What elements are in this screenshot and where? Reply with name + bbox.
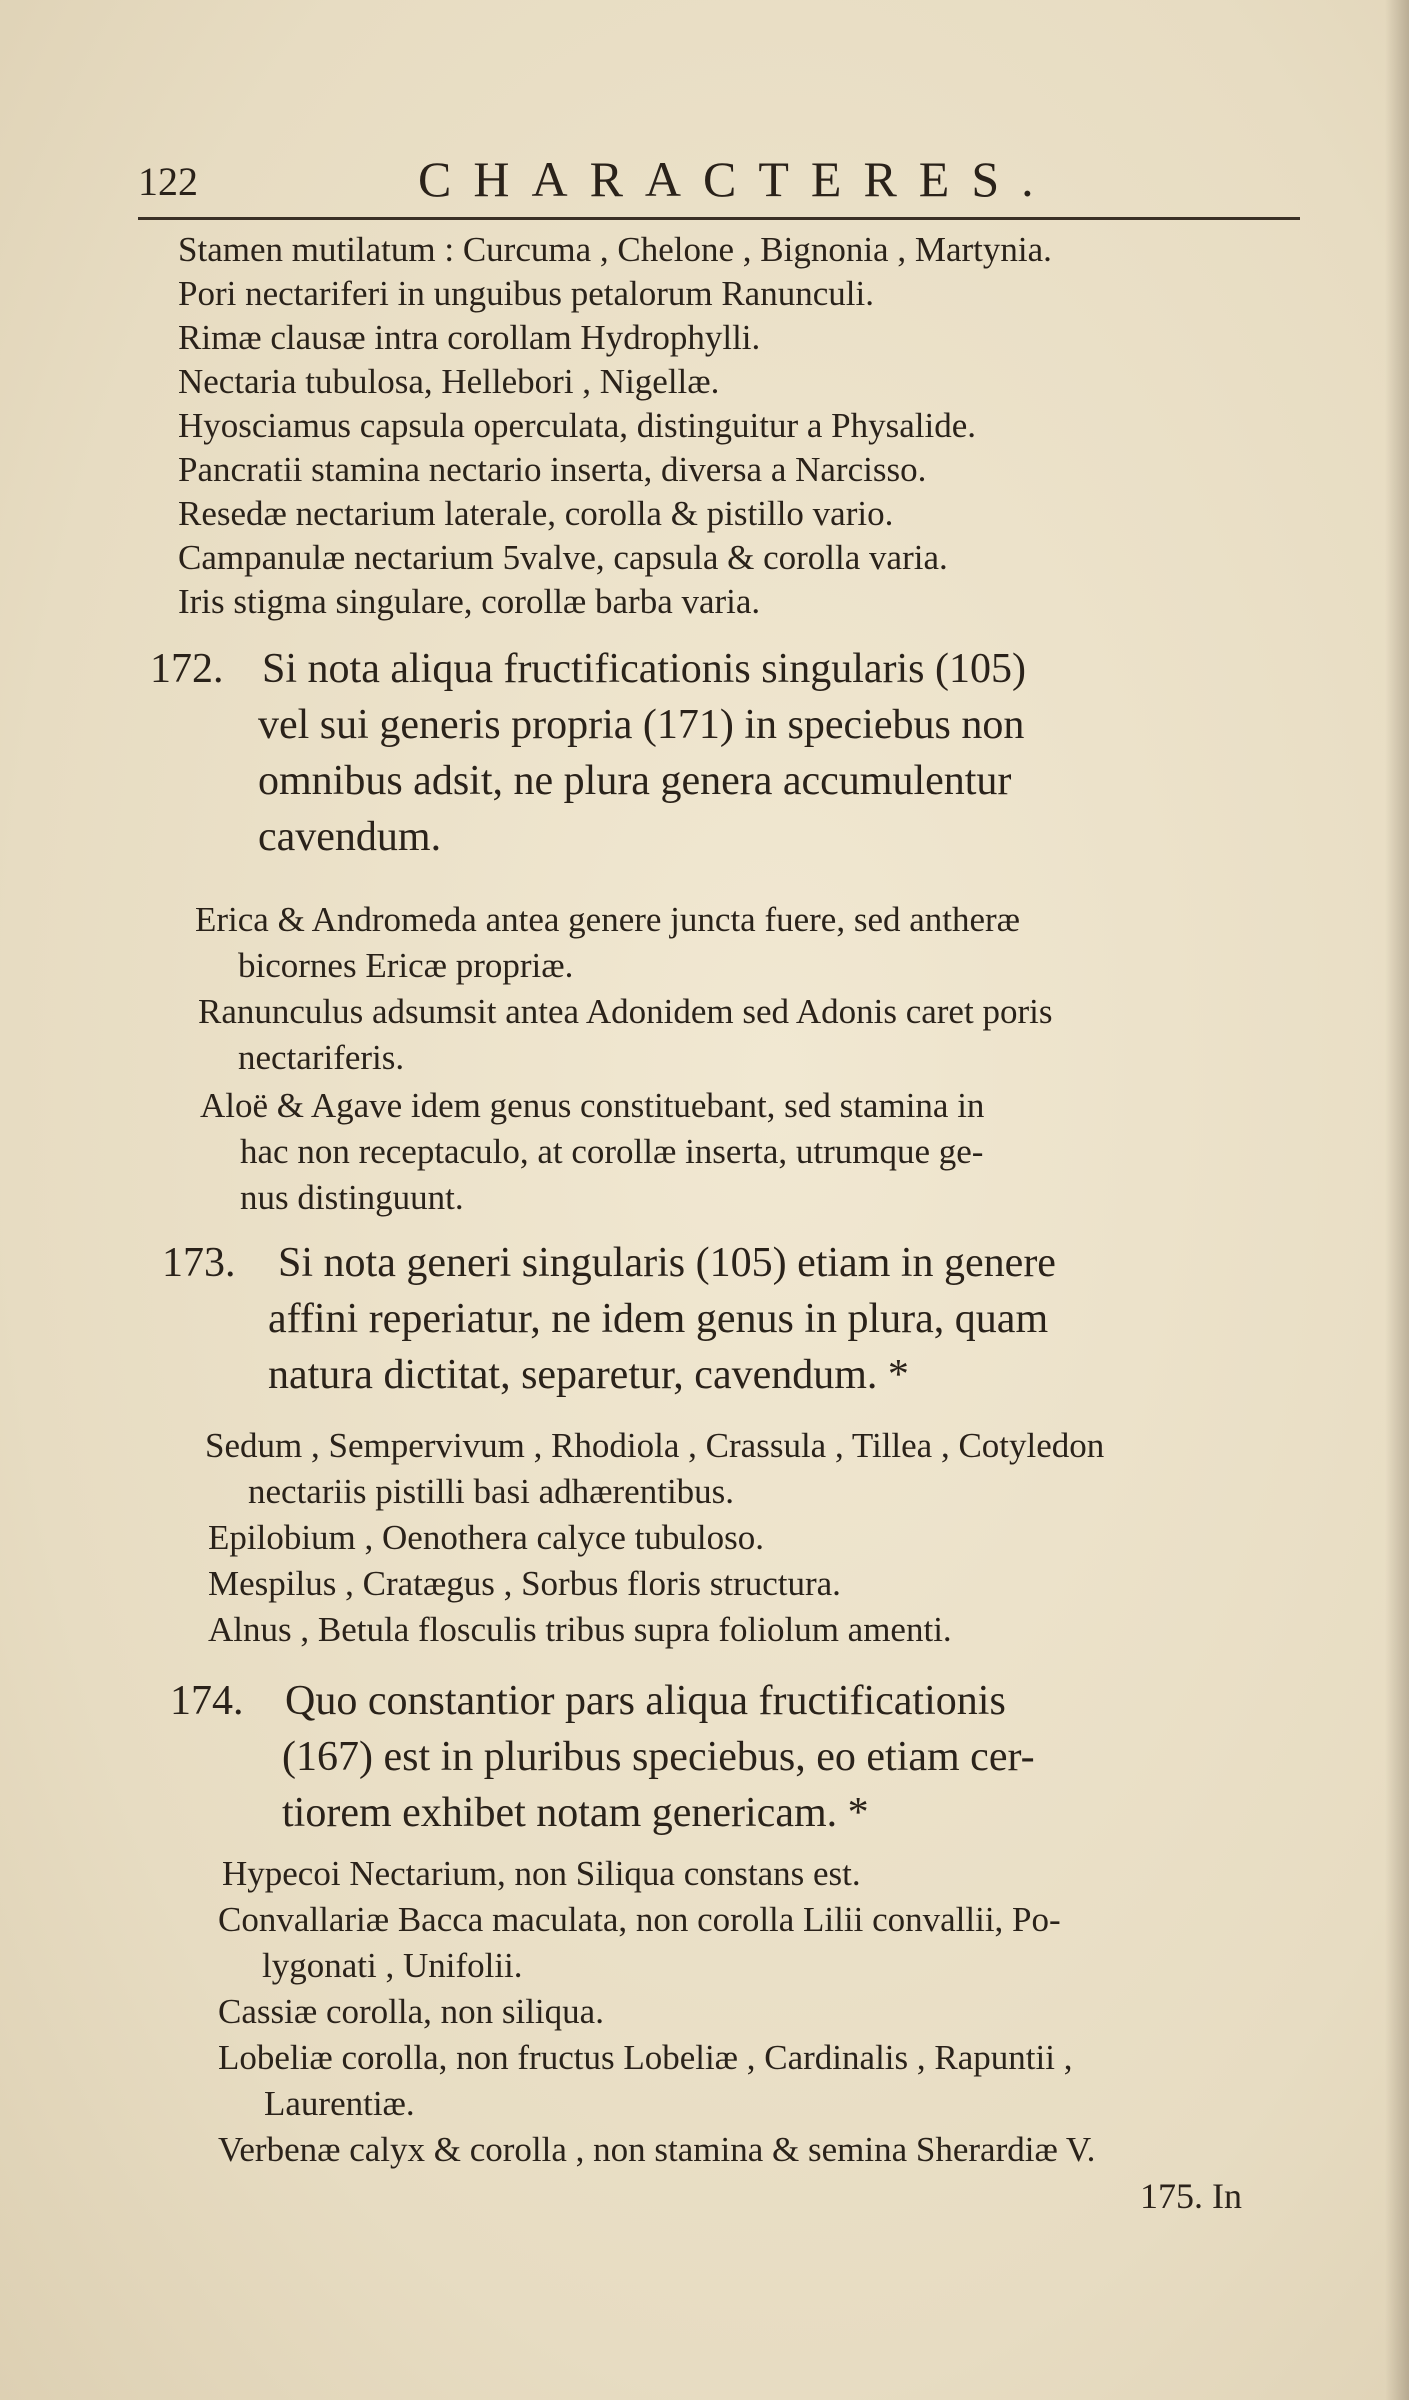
header-rule [138, 217, 1300, 220]
example-line: hac non receptaculo, at corollæ inserta, utrumque ge- [240, 1132, 984, 1171]
example-line: nus distinguunt. [240, 1178, 464, 1217]
example-line: Alnus , Betula flosculis tribus supra foliolum amenti. [208, 1610, 952, 1649]
example-line: Ranunculus adsumsit antea Adonidem sed Adonis caret poris [198, 992, 1053, 1031]
example-line: Hypecoi Nectarium, non Siliqua constans est. [222, 1854, 861, 1893]
paragraph-line: Si nota generi singularis (105) etiam in genere [278, 1240, 1056, 1286]
example-line: Erica & Andromeda antea genere juncta fuere, sed antheræ [195, 900, 1021, 939]
paragraph-line: vel sui generis propria (171) in speciebus non [258, 702, 1025, 748]
paragraph-line: tiorem exhibet notam genericam. * [282, 1790, 869, 1836]
paragraph-line: (167) est in pluribus speciebus, eo etiam cer- [282, 1734, 1035, 1780]
section-number: 173. [162, 1240, 236, 1286]
example-line: nectariis pistilli basi adhærentibus. [248, 1472, 735, 1511]
example-line: Stamen mutilatum : Curcuma , Chelone , Bignonia , Martynia. [178, 230, 1052, 269]
example-line: Nectaria tubulosa, Hellebori , Nigellæ. [178, 362, 720, 401]
example-line: Lobeliæ corolla, non fructus Lobeliæ , Cardinalis , Rapuntii , [218, 2038, 1073, 2077]
example-line: bicornes Ericæ propriæ. [238, 946, 574, 985]
paragraph-line: cavendum. [258, 814, 442, 860]
example-line: Verbenæ calyx & corolla , non stamina & semina Sherardiæ V. [218, 2130, 1096, 2169]
paragraph-line: Quo constantior pars aliqua fructificationis [285, 1678, 1006, 1724]
example-line: Rimæ clausæ intra corollam Hydrophylli. [178, 318, 761, 357]
example-line: nectariferis. [238, 1038, 405, 1077]
section-number: 174. [170, 1678, 244, 1724]
example-line: Convallariæ Bacca maculata, non corolla Lilii convallii, Po- [218, 1900, 1061, 1939]
paragraph-line: Si nota aliqua fructificationis singularis (105) [262, 646, 1026, 692]
page-number: 122 [138, 159, 198, 204]
example-line: Epilobium , Oenothera calyce tubuloso. [208, 1518, 764, 1557]
paragraph-line: natura dictitat, separetur, cavendum. * [268, 1352, 909, 1398]
example-line: Campanulæ nectarium 5valve, capsula & corolla varia. [178, 538, 948, 577]
example-line: Sedum , Sempervivum , Rhodiola , Crassula , Tillea , Cotyledon [205, 1426, 1105, 1465]
example-line: Resedæ nectarium laterale, corolla & pistillo vario. [178, 494, 894, 533]
example-line: Hyosciamus capsula operculata, distinguitur a Physalide. [178, 406, 977, 445]
example-line: Cassiæ corolla, non siliqua. [218, 1992, 604, 2031]
example-line: Pancratii stamina nectario inserta, diversa a Narcisso. [178, 450, 927, 489]
example-line: Aloë & Agave idem genus constituebant, sed stamina in [200, 1086, 985, 1125]
paragraph-line: affini reperiatur, ne idem genus in plura, quam [268, 1296, 1049, 1342]
paragraph-line: omnibus adsit, ne plura genera accumulentur [258, 758, 1012, 804]
catchword: 175. In [1140, 2176, 1242, 2216]
example-line: Laurentiæ. [264, 2084, 415, 2123]
example-line: Mespilus , Cratægus , Sorbus floris structura. [208, 1564, 841, 1603]
example-line: Pori nectariferi in unguibus petalorum Ranunculi. [178, 274, 874, 313]
section-number: 172. [150, 646, 224, 692]
page-edge-shadow [1385, 0, 1409, 2400]
running-title: CHARACTERES. [418, 151, 1056, 207]
example-line: lygonati , Unifolii. [262, 1946, 523, 1985]
page-header [138, 150, 1298, 210]
example-line: Iris stigma singulare, corollæ barba varia. [178, 582, 761, 621]
